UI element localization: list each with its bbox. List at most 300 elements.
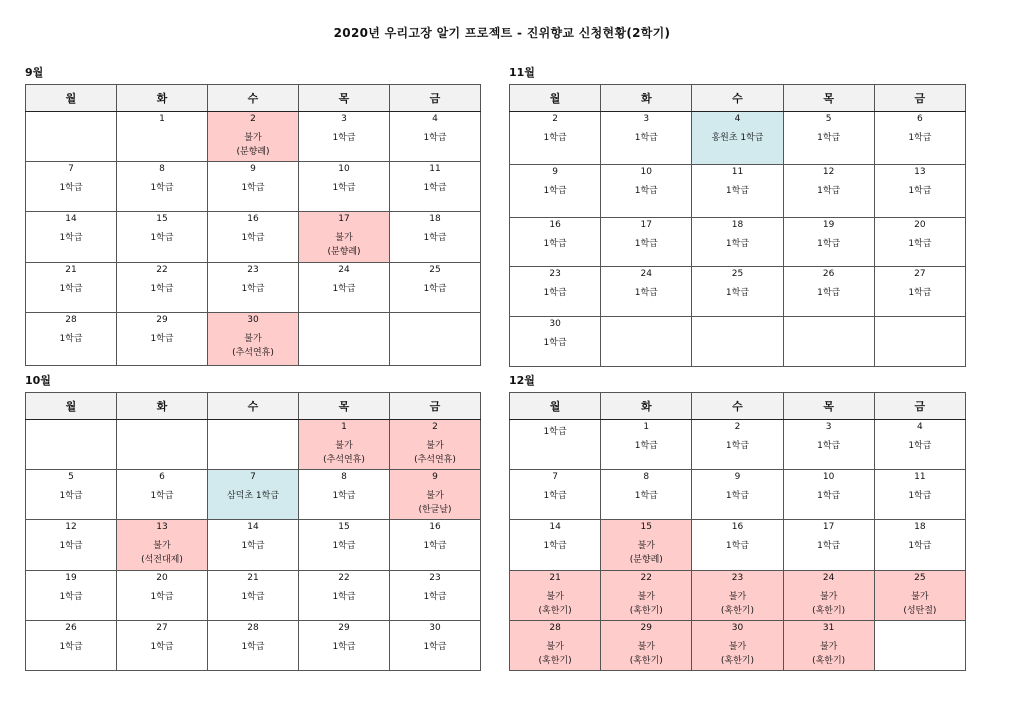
booking-status: 1학급 (59, 334, 83, 344)
day-number: 3 (341, 114, 347, 124)
day-number: 16 (429, 522, 441, 532)
booking-status: 1학급 (150, 642, 174, 652)
day-cell (874, 470, 965, 520)
day-number: 9 (432, 472, 438, 482)
month-label-november: 11월 (509, 66, 535, 79)
booking-status: 1학급 (241, 592, 265, 602)
booking-status: 불가 (637, 642, 655, 652)
day-cell (601, 571, 692, 621)
weekday-header: 월 (26, 393, 117, 420)
day-cell (117, 621, 208, 671)
calendar-november (509, 84, 966, 367)
day-number: 16 (549, 220, 561, 230)
day-cell (390, 112, 481, 162)
booking-status: 불가 (153, 541, 171, 551)
calendar-december (509, 392, 966, 671)
day-cell (117, 162, 208, 212)
week-row (26, 212, 481, 263)
day-cell (601, 317, 692, 367)
week-row (510, 621, 966, 671)
day-cell (874, 317, 965, 367)
booking-status: 1학급 (543, 186, 567, 196)
week-row (510, 420, 966, 470)
booking-status: 1학급 (908, 186, 932, 196)
day-number: 2 (432, 422, 438, 432)
day-number: 11 (731, 167, 744, 177)
weekday-header-row (26, 393, 481, 420)
booking-status: 1학급 (543, 491, 567, 501)
day-cell (874, 267, 965, 317)
day-number: 12 (65, 522, 77, 532)
day-number: 18 (914, 522, 926, 532)
day-cell (510, 470, 601, 520)
booking-status: 1학급 (241, 233, 265, 243)
day-number: 4 (734, 114, 741, 124)
day-cell (601, 165, 692, 218)
week-row (510, 165, 966, 218)
booking-status: 1학급 (423, 642, 447, 652)
booking-status: 1학급 (241, 541, 265, 551)
day-cell (783, 520, 874, 571)
day-number: 2 (250, 114, 256, 124)
booking-reason: (혹한기) (629, 606, 663, 616)
calendar-october (25, 392, 481, 671)
day-number: 15 (338, 522, 350, 532)
day-number: 22 (156, 265, 168, 275)
booking-status: 불가 (911, 592, 929, 602)
booking-status: 1학급 (332, 284, 356, 294)
day-number: 1 (159, 114, 165, 124)
booking-status: 1학급 (725, 491, 750, 501)
week-row (26, 313, 481, 366)
day-number: 18 (429, 214, 441, 224)
day-cell (601, 267, 692, 317)
day-number: 6 (917, 114, 923, 124)
day-cell (26, 112, 117, 162)
day-cell (208, 420, 299, 470)
day-number: 27 (914, 269, 926, 279)
day-number: 22 (338, 573, 350, 583)
booking-status: 1학급 (725, 186, 750, 196)
day-number: 24 (640, 269, 652, 279)
day-number: 5 (825, 114, 832, 124)
day-cell (783, 420, 874, 470)
day-cell (117, 263, 208, 313)
week-row (26, 470, 481, 520)
day-cell (26, 313, 117, 366)
booking-status: 1학급 (543, 133, 567, 143)
day-cell (783, 267, 874, 317)
day-number: 7 (552, 472, 558, 482)
weekday-header: 화 (117, 85, 208, 112)
week-row (510, 267, 966, 317)
day-cell (117, 520, 208, 571)
day-number: 1 (643, 422, 650, 432)
day-cell (783, 112, 874, 165)
week-row (26, 112, 481, 162)
day-number: 30 (549, 319, 561, 329)
day-cell (874, 112, 965, 165)
booking-reason: (추석연휴) (414, 455, 456, 465)
day-number: 24 (338, 265, 350, 275)
day-cell (26, 571, 117, 621)
page-title: 2020년 우리고장 알기 프로젝트 - 진위향교 신청현황(2학기) (333, 26, 671, 40)
weekday-header: 목 (299, 85, 390, 112)
day-cell (299, 263, 390, 313)
booking-reason: (혹한기) (720, 606, 755, 616)
booking-status: 1학급 (634, 491, 658, 501)
week-row (26, 162, 481, 212)
day-cell (299, 621, 390, 671)
day-cell (208, 520, 299, 571)
booking-status: 1학급 (817, 288, 841, 298)
booking-reason: (혹한기) (812, 656, 846, 666)
day-cell (117, 470, 208, 520)
day-number: 31 (822, 623, 835, 633)
booking-status: 삼덕초 1학급 (226, 491, 280, 501)
booking-status: 불가 (335, 233, 353, 243)
day-number: 4 (917, 422, 923, 432)
weekday-header: 금 (390, 85, 481, 112)
day-number: 27 (156, 623, 168, 633)
booking-reason: (한글날) (418, 505, 452, 515)
booking-status: 1학급 (908, 239, 932, 249)
day-cell (26, 621, 117, 671)
day-number: 14 (247, 522, 259, 532)
day-cell (299, 571, 390, 621)
day-cell (510, 317, 601, 367)
booking-status: 1학급 (59, 183, 83, 193)
day-cell (874, 520, 965, 571)
weekday-header-row (510, 85, 966, 112)
day-cell (208, 263, 299, 313)
day-number: 8 (341, 472, 347, 482)
day-number: 2 (552, 114, 558, 124)
weekday-header: 월 (510, 393, 601, 420)
weekday-header: 수 (692, 85, 783, 112)
day-cell (26, 420, 117, 470)
booking-status: 1학급 (725, 288, 750, 298)
day-cell (692, 112, 783, 165)
weekday-header: 금 (874, 393, 965, 420)
day-cell (692, 267, 783, 317)
day-cell (783, 571, 874, 621)
day-cell (874, 571, 965, 621)
day-cell (510, 621, 601, 671)
booking-status: 불가 (244, 133, 262, 143)
booking-reason: (추석연휴) (323, 455, 365, 465)
booking-status: 불가 (244, 334, 262, 344)
day-number: 30 (731, 623, 744, 633)
booking-status: 1학급 (908, 133, 932, 143)
day-number: 28 (65, 315, 77, 325)
day-cell (390, 571, 481, 621)
day-number: 21 (549, 573, 561, 583)
day-cell (208, 212, 299, 263)
booking-status: 불가 (426, 491, 444, 501)
booking-reason: (분향례) (629, 555, 663, 565)
day-number: 9 (250, 164, 256, 174)
day-cell (510, 218, 601, 267)
day-number: 8 (643, 472, 650, 482)
booking-reason: (분향례) (236, 147, 270, 157)
weekday-header: 목 (299, 393, 390, 420)
day-cell (117, 212, 208, 263)
month-label-october: 10월 (25, 374, 51, 387)
weekday-header: 금 (874, 85, 965, 112)
booking-status: 1학급 (817, 541, 841, 551)
booking-status: 1학급 (150, 592, 174, 602)
day-number: 8 (159, 164, 165, 174)
weekday-header: 월 (510, 85, 601, 112)
booking-status: 1학급 (634, 186, 658, 196)
week-row (26, 520, 481, 571)
day-cell (692, 621, 783, 671)
day-cell (117, 571, 208, 621)
day-number: 7 (68, 164, 74, 174)
day-cell (692, 571, 783, 621)
day-cell (208, 112, 299, 162)
booking-status: 1학급 (817, 441, 841, 451)
booking-status: 불가 (728, 642, 747, 652)
day-cell (390, 520, 481, 571)
day-cell (208, 571, 299, 621)
day-cell (299, 520, 390, 571)
day-number: 17 (822, 522, 835, 532)
booking-status: 불가 (728, 592, 747, 602)
day-cell (783, 317, 874, 367)
day-cell (390, 212, 481, 263)
day-cell (510, 520, 601, 571)
day-number: 22 (640, 573, 652, 583)
booking-status: 1학급 (150, 284, 174, 294)
weekday-header-row (510, 393, 966, 420)
day-cell (117, 313, 208, 366)
day-cell (390, 621, 481, 671)
booking-status: 1학급 (241, 183, 265, 193)
day-number: 25 (914, 573, 926, 583)
weekday-header: 월 (26, 85, 117, 112)
day-number: 3 (643, 114, 650, 124)
day-number: 9 (552, 167, 558, 177)
day-number: 24 (822, 573, 835, 583)
day-number: 17 (640, 220, 652, 230)
day-cell (299, 162, 390, 212)
day-cell (390, 313, 481, 366)
day-number: 19 (65, 573, 77, 583)
day-cell (390, 470, 481, 520)
day-number: 23 (429, 573, 441, 583)
day-cell (26, 212, 117, 263)
booking-status: 1학급 (817, 239, 841, 249)
day-cell (874, 621, 965, 671)
day-cell (601, 621, 692, 671)
booking-status: 1학급 (634, 133, 658, 143)
day-number: 11 (429, 164, 441, 174)
booking-status: 1학급 (150, 233, 174, 243)
week-row (510, 470, 966, 520)
weekday-header: 수 (692, 393, 783, 420)
booking-status: 불가 (426, 441, 444, 451)
weekday-header: 수 (208, 393, 299, 420)
day-number: 14 (65, 214, 77, 224)
booking-status: 1학급 (241, 284, 265, 294)
day-cell (783, 470, 874, 520)
booking-status: 1학급 (423, 133, 447, 143)
day-number: 15 (156, 214, 168, 224)
day-cell (26, 162, 117, 212)
booking-status: 1학급 (817, 133, 841, 143)
week-row (26, 621, 481, 671)
day-cell (692, 520, 783, 571)
week-row (26, 571, 481, 621)
day-number: 3 (825, 422, 832, 432)
day-number: 13 (156, 522, 168, 532)
day-number: 10 (338, 164, 350, 174)
week-row (26, 420, 481, 470)
booking-reason: (혹한기) (812, 606, 846, 616)
booking-status: 1학급 (543, 338, 567, 348)
booking-status: 1학급 (150, 491, 174, 501)
booking-status: 1학급 (59, 233, 83, 243)
booking-status: 1학급 (423, 183, 447, 193)
day-cell (510, 571, 601, 621)
day-cell (26, 263, 117, 313)
day-number: 11 (914, 472, 926, 482)
weekday-header-row (26, 85, 481, 112)
day-cell (299, 212, 390, 263)
day-cell (601, 112, 692, 165)
weekday-header: 화 (601, 393, 692, 420)
booking-status: 1학급 (725, 239, 750, 249)
day-number: 26 (822, 269, 835, 279)
booking-status: 1학급 (59, 491, 83, 501)
booking-status: 1학급 (150, 183, 174, 193)
day-number: 28 (247, 623, 259, 633)
day-number: 21 (247, 573, 259, 583)
day-number: 1 (341, 422, 347, 432)
booking-reason: (혹한기) (720, 656, 755, 666)
day-number: 29 (156, 315, 168, 325)
day-number: 10 (822, 472, 835, 482)
booking-status: 1학급 (543, 541, 567, 551)
day-cell (208, 313, 299, 366)
day-cell (510, 112, 601, 165)
booking-status: 1학급 (423, 233, 447, 243)
week-row (26, 263, 481, 313)
day-cell (783, 165, 874, 218)
booking-reason: (분향례) (327, 247, 361, 257)
day-number: 23 (549, 269, 561, 279)
day-number: 14 (549, 522, 561, 532)
booking-status: 1학급 (634, 441, 658, 451)
day-number: 16 (731, 522, 744, 532)
day-cell (26, 470, 117, 520)
booking-status: 1학급 (817, 186, 841, 196)
booking-status: 1학급 (908, 288, 932, 298)
booking-status: 1학급 (332, 592, 356, 602)
booking-status: 1학급 (59, 642, 83, 652)
booking-status: 불가 (819, 592, 838, 602)
day-cell (208, 621, 299, 671)
booking-status: 불가 (637, 592, 655, 602)
booking-status: 1학급 (634, 239, 658, 249)
booking-status: 불가 (335, 441, 353, 451)
booking-status: 1학급 (332, 183, 356, 193)
week-row (510, 520, 966, 571)
booking-status: 1학급 (634, 288, 658, 298)
booking-status: 1학급 (241, 642, 265, 652)
weekday-header: 목 (783, 393, 874, 420)
day-cell (390, 263, 481, 313)
booking-status: 1학급 (725, 441, 750, 451)
booking-status: 1학급 (817, 491, 841, 501)
booking-status: 1학급 (543, 239, 567, 249)
booking-status: 1학급 (543, 288, 567, 298)
weekday-header: 화 (117, 393, 208, 420)
day-cell (208, 162, 299, 212)
weekday-header: 금 (390, 393, 481, 420)
day-cell (299, 313, 390, 366)
booking-reason: (추석연휴) (232, 348, 274, 358)
booking-status: 1학급 (725, 541, 750, 551)
day-number: 29 (338, 623, 350, 633)
day-number: 16 (247, 214, 259, 224)
month-label-december: 12월 (509, 374, 535, 387)
day-cell (692, 470, 783, 520)
day-cell (390, 162, 481, 212)
day-number: 6 (159, 472, 165, 482)
day-cell (390, 420, 481, 470)
booking-reason: (혹한기) (538, 656, 572, 666)
day-number: 20 (156, 573, 168, 583)
booking-status: 1학급 (150, 334, 174, 344)
day-cell (299, 420, 390, 470)
day-number: 25 (731, 269, 744, 279)
day-cell (692, 317, 783, 367)
day-number: 18 (731, 220, 744, 230)
booking-status: 1학급 (908, 541, 932, 551)
day-number: 13 (914, 167, 926, 177)
day-number: 15 (640, 522, 652, 532)
day-cell (692, 420, 783, 470)
booking-status: 불가 (819, 642, 838, 652)
day-cell (26, 520, 117, 571)
day-number: 5 (68, 472, 74, 482)
day-cell (783, 621, 874, 671)
day-cell (208, 470, 299, 520)
booking-status: 1학급 (59, 592, 83, 602)
week-row (510, 317, 966, 367)
booking-status: 불가 (546, 642, 564, 652)
week-row (510, 112, 966, 165)
day-cell (874, 218, 965, 267)
day-cell (692, 165, 783, 218)
booking-reason: (성탄절) (903, 606, 937, 616)
week-row (510, 571, 966, 621)
booking-status: 1학급 (332, 642, 356, 652)
day-cell (692, 218, 783, 267)
day-number: 26 (65, 623, 77, 633)
day-number: 23 (731, 573, 744, 583)
day-number: 19 (822, 220, 835, 230)
booking-status: 1학급 (423, 541, 447, 551)
day-number: 23 (247, 265, 259, 275)
day-number: 30 (247, 315, 259, 325)
booking-status: 1학급 (908, 491, 932, 501)
booking-status: 1학급 (332, 541, 356, 551)
booking-status: 불가 (637, 541, 655, 551)
